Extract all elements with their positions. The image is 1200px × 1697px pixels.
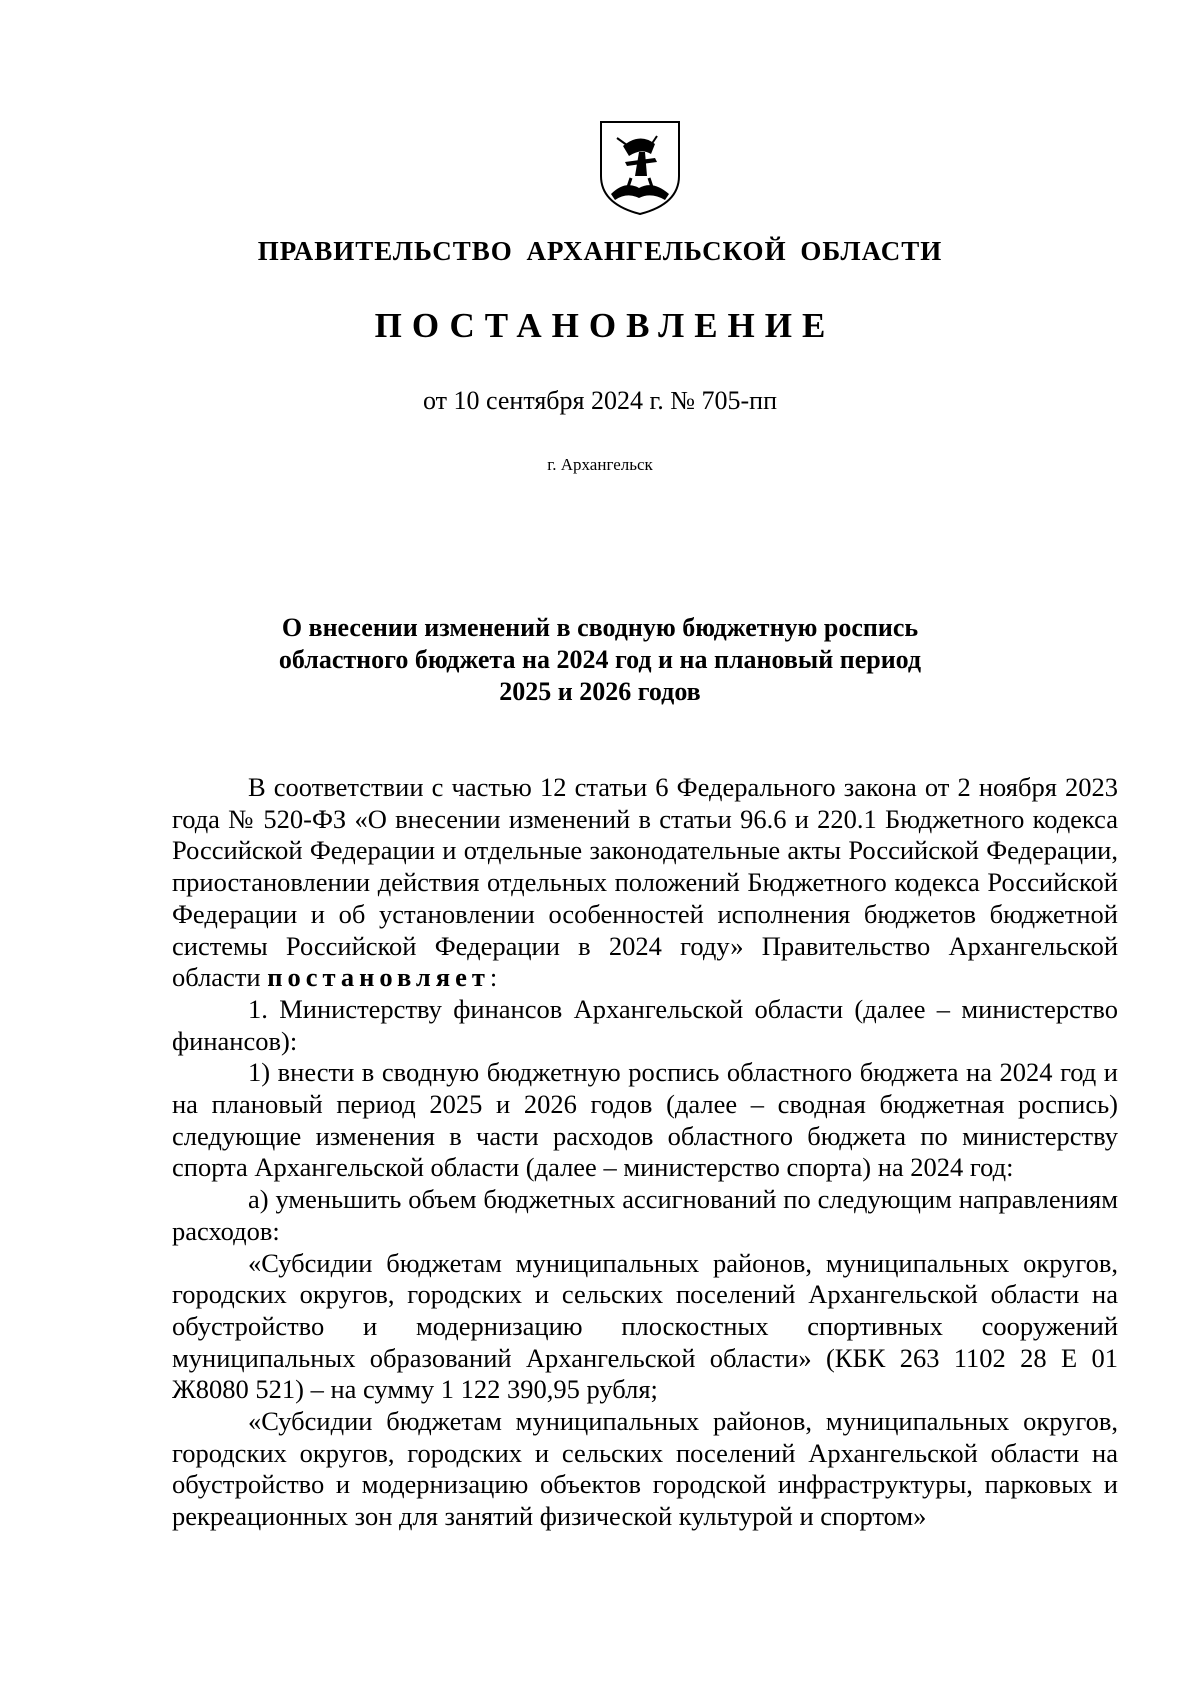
document-city: г. Архангельск: [547, 455, 653, 474]
resolves-emphasis: постановляет: [267, 962, 490, 993]
paragraph-subitem-1: 1) внести в сводную бюджетную роспись областного бюджета на 2024 год и на плановый период 2025 и 2026 годов (далее – сводная бюджетная роспись) следующие изменения в части расходов областного бюджета по министерству спорта Архангельской области (далее – министерство спорта) на 2024 год:: [172, 1057, 1118, 1183]
paragraph-preamble: [172, 772, 1118, 994]
preamble-end: :: [489, 962, 498, 993]
document-subject: [0, 612, 1200, 708]
paragraph-expense-1: «Субсидии бюджетам муниципальных районов, муниципальных округов, городских округов, городских и сельских поселений Архангельской области на обустройство и модернизацию плоскостных спортивных сооружений муниципальных образований Архангельской области» (КБК 263 1102 28 Е 01 Ж8080 521) – на сумму 1 122 390,95 рубля;: [172, 1247, 1118, 1405]
document-date-number: от 10 сентября 2024 г. № 705-пп: [422, 386, 778, 415]
subject-line: О внесении изменений в сводную бюджетную роспись: [281, 613, 919, 642]
subject-line: областного бюджета на 2024 год и на плановый период: [278, 645, 922, 674]
paragraph-expense-2: «Субсидии бюджетам муниципальных районов, муниципальных округов, городских округов, городских и сельских поселений Архангельской области на обустройство и модернизацию объектов городской инфраструктуры, парковых и рекреационных зон для занятий физической культурой и спортом»: [172, 1406, 1118, 1532]
preamble-text: В соответствии с частью 12 статьи 6 Федерального закона от 2 ноября 2023 года № 520-ФЗ «О внесении изменений в статьи 96.6 и 220.1 Бюджетного кодекса Российской Федерации и отдельные законодательные акты Российской Федерации, приостановлении действия отдельных положений Бюджетного кодекса Российской Федерации и об установлении особенностей исполнения бюджетов бюджетной системы Российской Федерации в 2024 году» Правительство Архангельской области: [172, 772, 1118, 993]
paragraph-item-1: 1. Министерству финансов Архангельской области (далее – министерство финансов):: [172, 993, 1118, 1056]
subject-line: 2025 и 2026 годов: [499, 677, 701, 706]
paragraph-subitem-a: а) уменьшить объем бюджетных ассигнований по следующим направлениям расходов:: [172, 1184, 1118, 1246]
coat-of-arms-icon: [595, 118, 685, 218]
document-body: [172, 772, 1118, 1533]
document-type-heading: ПОСТАНОВЛЕНИЕ: [374, 306, 836, 345]
organization-title: ПРАВИТЕЛЬСТВО АРХАНГЕЛЬСКОЙ ОБЛАСТИ: [257, 236, 943, 266]
